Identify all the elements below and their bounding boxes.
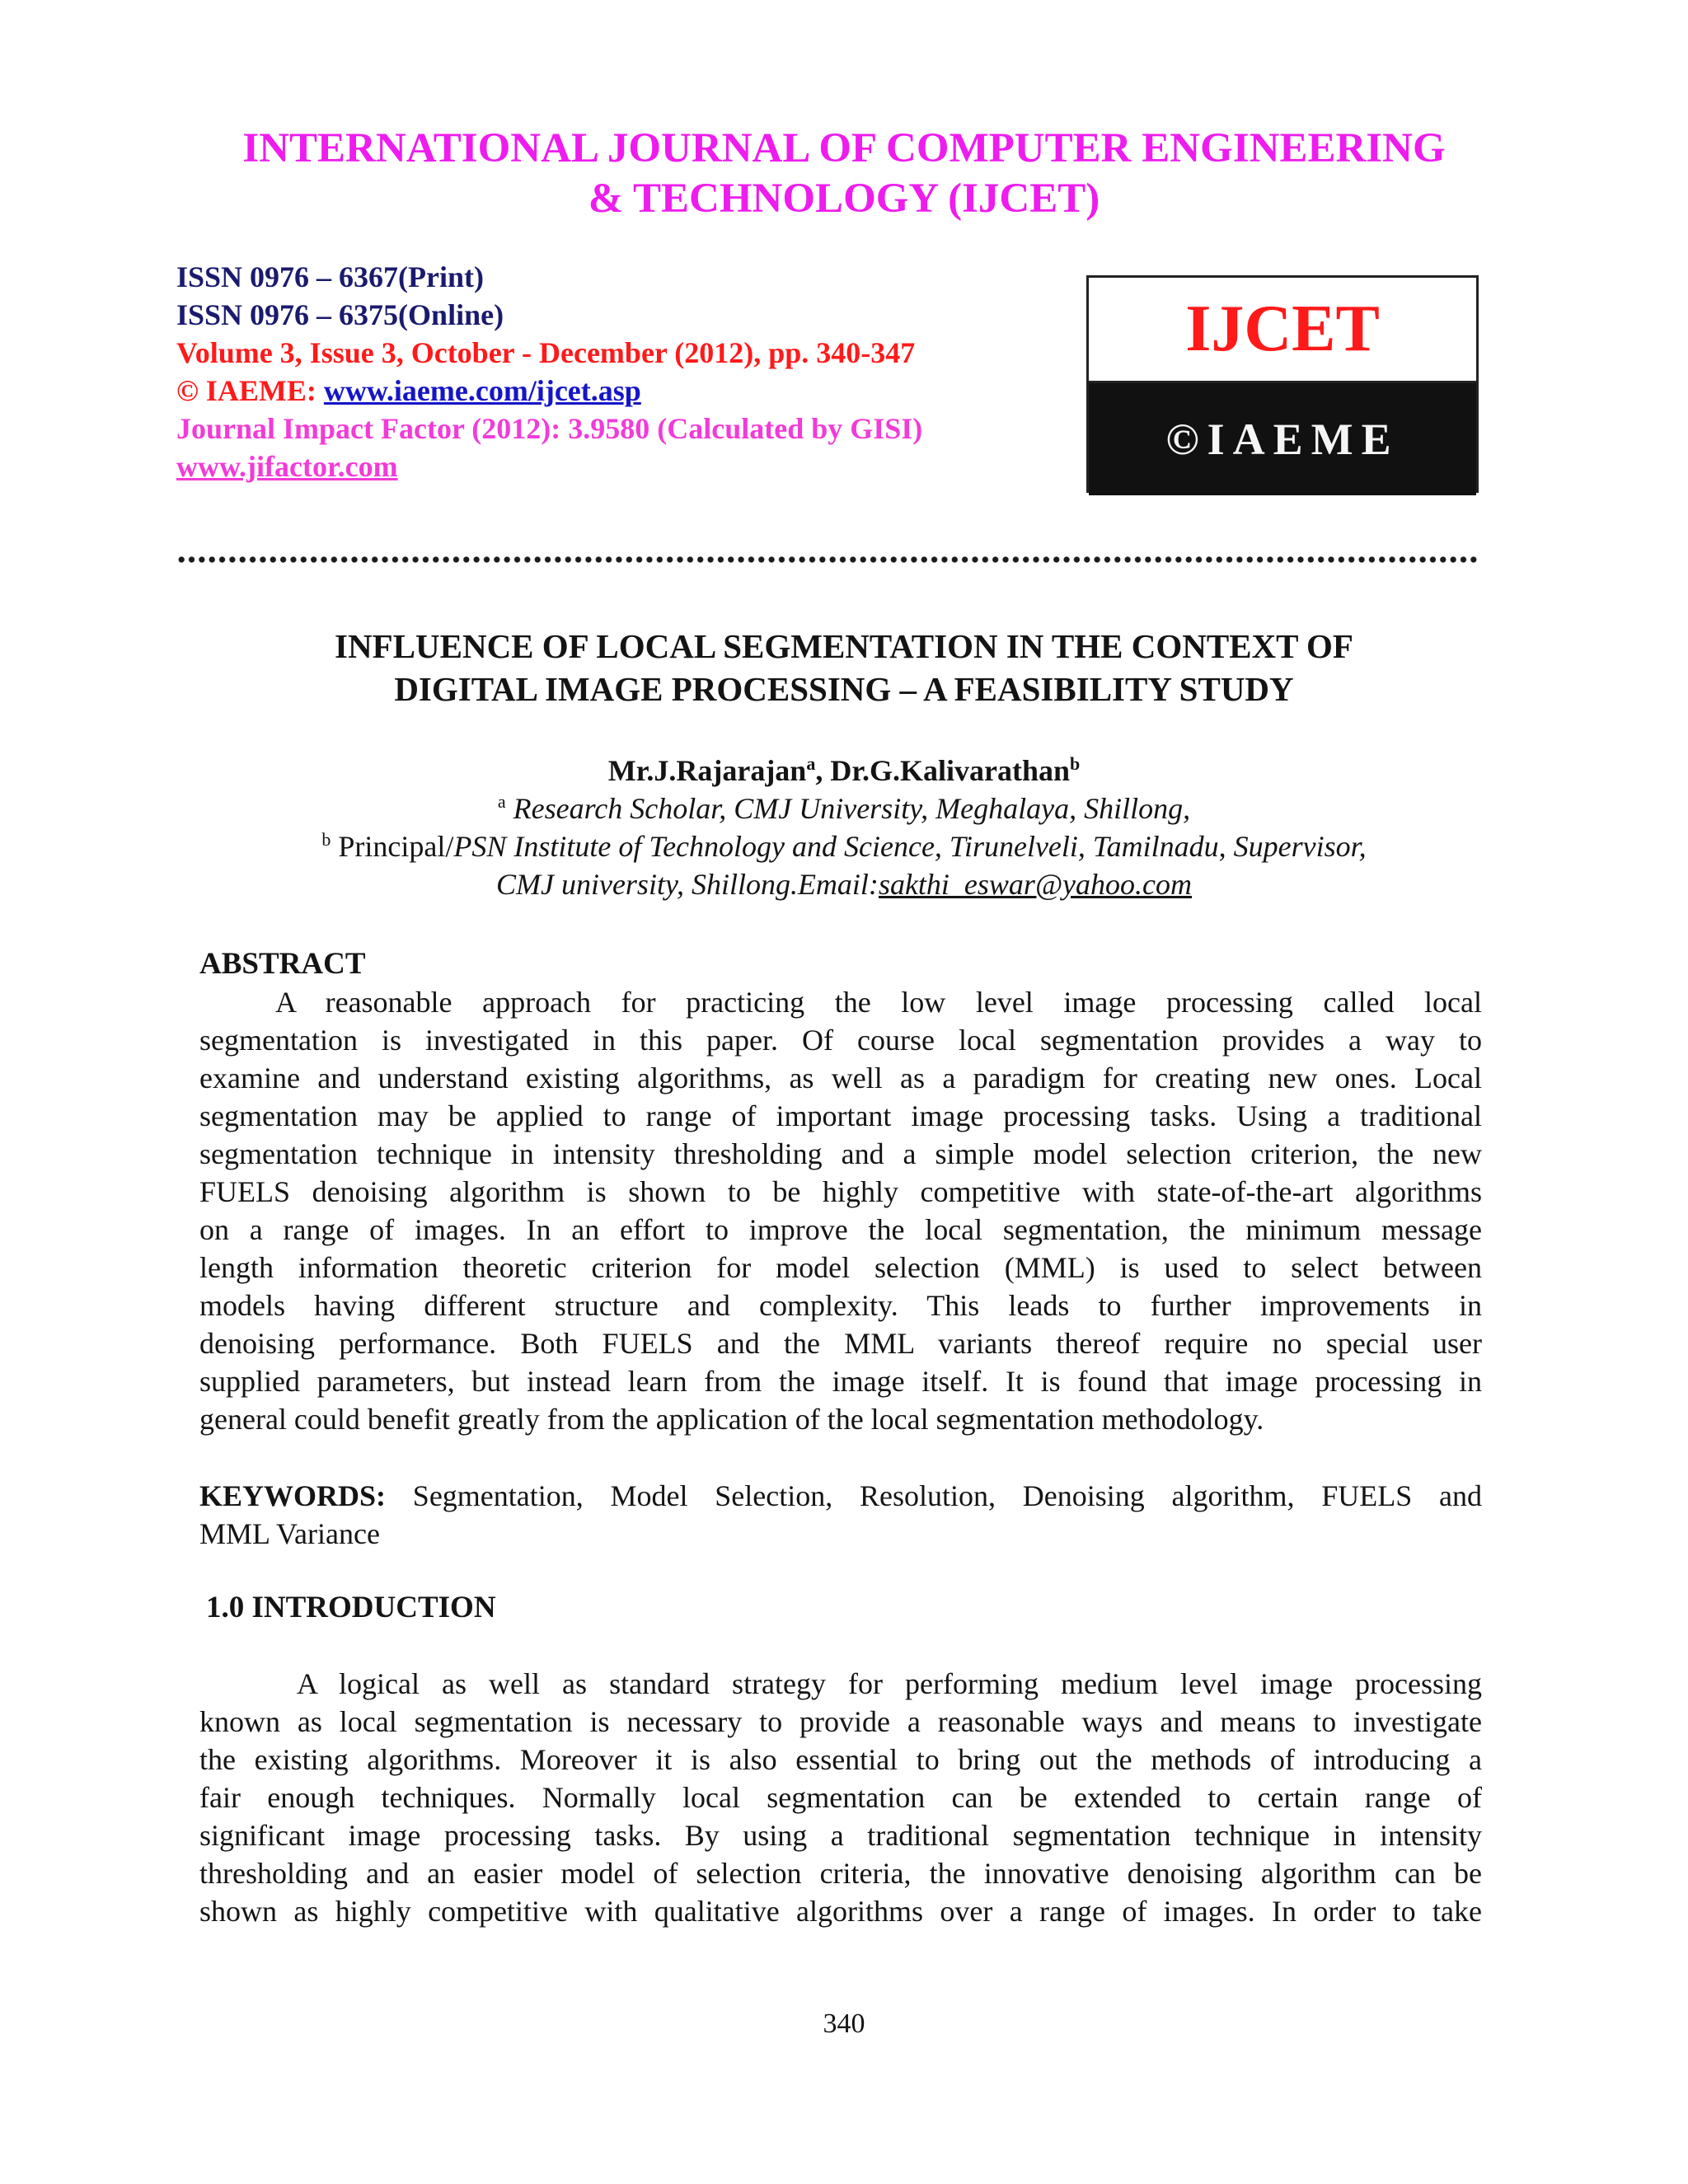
author-1-sup: a [806,753,816,774]
keywords-block [199,1477,1482,1553]
author-2-sup: b [1070,753,1081,774]
abstract-line: models having different structure and complexity. This leads to further improvements in [199,1289,1482,1322]
author-1: Mr.J.Rajarajan [607,754,807,787]
author-names [176,752,1512,790]
iaeme-line [176,372,922,410]
paper-title [176,625,1512,710]
ijcet-logo [1086,275,1479,493]
affiliation-b-cont: CMJ university, Shillong.Email: [495,868,879,901]
journal-title-line1: INTERNATIONAL JOURNAL OF COMPUTER ENGINEERING [242,125,1446,171]
intro-line: A logical as well as standard strategy for performing medium level image processing [297,1667,1482,1700]
jifactor-line [176,448,922,485]
affiliation-b-sup: b [321,829,331,850]
author-2: Dr.G.Kalivarathan [830,754,1071,787]
abstract-line: denoising performance. Both FUELS and the MML variants thereof require no special user [199,1327,1482,1360]
abstract-line: supplied parameters, but instead learn from the image itself. It is found that image processing in [199,1365,1482,1398]
iaeme-link[interactable]: www.iaeme.com/ijcet.asp [323,374,641,407]
abstract-line: A reasonable approach for practicing the low level image processing called local [275,986,1482,1019]
affiliation-a-text: Research Scholar, CMJ University, Meghalaya, Shillong, [513,792,1191,825]
paper-title-line1: INFLUENCE OF LOCAL SEGMENTATION IN THE CONTEXT OF [335,627,1353,665]
keywords-line2: MML Variance [199,1517,380,1550]
dotted-divider [176,556,1479,563]
intro-line: the existing algorithms. Moreover it is also essential to bring out the methods of introducing a [199,1743,1482,1776]
iaeme-prefix: © IAEME: [176,374,324,407]
abstract-line: general could benefit greatly from the application of the local segmentation methodology. [199,1403,1264,1436]
abstract-line: segmentation is investigated in this paper. Of course local segmentation provides a way to [199,1024,1482,1057]
issn-print: ISSN 0976 – 6367(Print) [176,260,485,293]
intro-line: thresholding and an easier model of selection criteria, the innovative denoising algorithm can be [199,1857,1482,1890]
journal-title [82,124,1606,224]
affiliation-b [176,827,1512,865]
affiliation-a [176,790,1512,827]
keywords-text: Segmentation, Model Selection, Resolution, Denoising algorithm, FUELS and [386,1479,1482,1512]
affiliation-a-sup: a [497,791,506,812]
impact-factor: Journal Impact Factor (2012): 3.9580 (Calculated by GISI) [176,412,923,445]
intro-line: significant image processing tasks. By using a traditional segmentation technique in intensity [199,1819,1482,1852]
abstract-line: FUELS denoising algorithm is shown to be highly competitive with state-of-the-art algorithms [199,1175,1482,1208]
authors-block [176,752,1512,903]
abstract-line: length information theoretic criterion for model selection (MML) is used to select between [199,1251,1482,1284]
volume-info: Volume 3, Issue 3, October - December (2012), pp. 340-347 [176,336,916,369]
affiliation-b-line2 [176,865,1512,903]
abstract-line: on a range of images. In an effort to improve the local segmentation, the minimum message [199,1213,1482,1246]
abstract-line: examine and understand existing algorithms, as well as a paradigm for creating new ones. Local [199,1062,1482,1094]
jifactor-link[interactable]: www.jifactor.com [176,450,398,483]
journal-meta [176,258,922,485]
logo-ijcet-text: IJCET [1089,278,1476,383]
keywords-label: KEYWORDS: [199,1479,387,1512]
keywords-line1 [199,1477,1482,1515]
email-link[interactable]: sakthi_eswar@yahoo.com [878,868,1193,901]
abstract-heading: ABSTRACT [199,947,366,981]
logo-iaeme-text: ©IAEME [1089,383,1476,495]
issn-online: ISSN 0976 – 6375(Online) [176,298,504,331]
intro-line: shown as highly competitive with qualitative algorithms over a range of images. In order to take [199,1895,1482,1928]
abstract-line: segmentation may be applied to range of important image processing tasks. Using a traditional [199,1099,1482,1132]
introduction-heading: 1.0 INTRODUCTION [206,1591,496,1624]
introduction-body [199,1665,1482,1930]
page-number: 340 [823,2008,865,2039]
affiliation-b-text: PSN Institute of Technology and Science, Tirunelveli, Tamilnadu, Supervisor, [453,830,1367,863]
abstract-line: segmentation technique in intensity thresholding and a simple model selection criterion, the new [199,1137,1482,1170]
journal-title-line2: & TECHNOLOGY (IJCET) [588,176,1100,222]
intro-line: known as local segmentation is necessary to provide a reasonable ways and means to investigate [199,1705,1482,1738]
intro-line: fair enough techniques. Normally local segmentation can be extended to certain range of [199,1781,1482,1814]
affiliation-b-role: Principal/ [331,830,454,863]
abstract-body [199,983,1482,1438]
author-separator: , [815,754,831,787]
paper-title-line2: DIGITAL IMAGE PROCESSING – A FEASIBILITY STUDY [394,670,1294,708]
